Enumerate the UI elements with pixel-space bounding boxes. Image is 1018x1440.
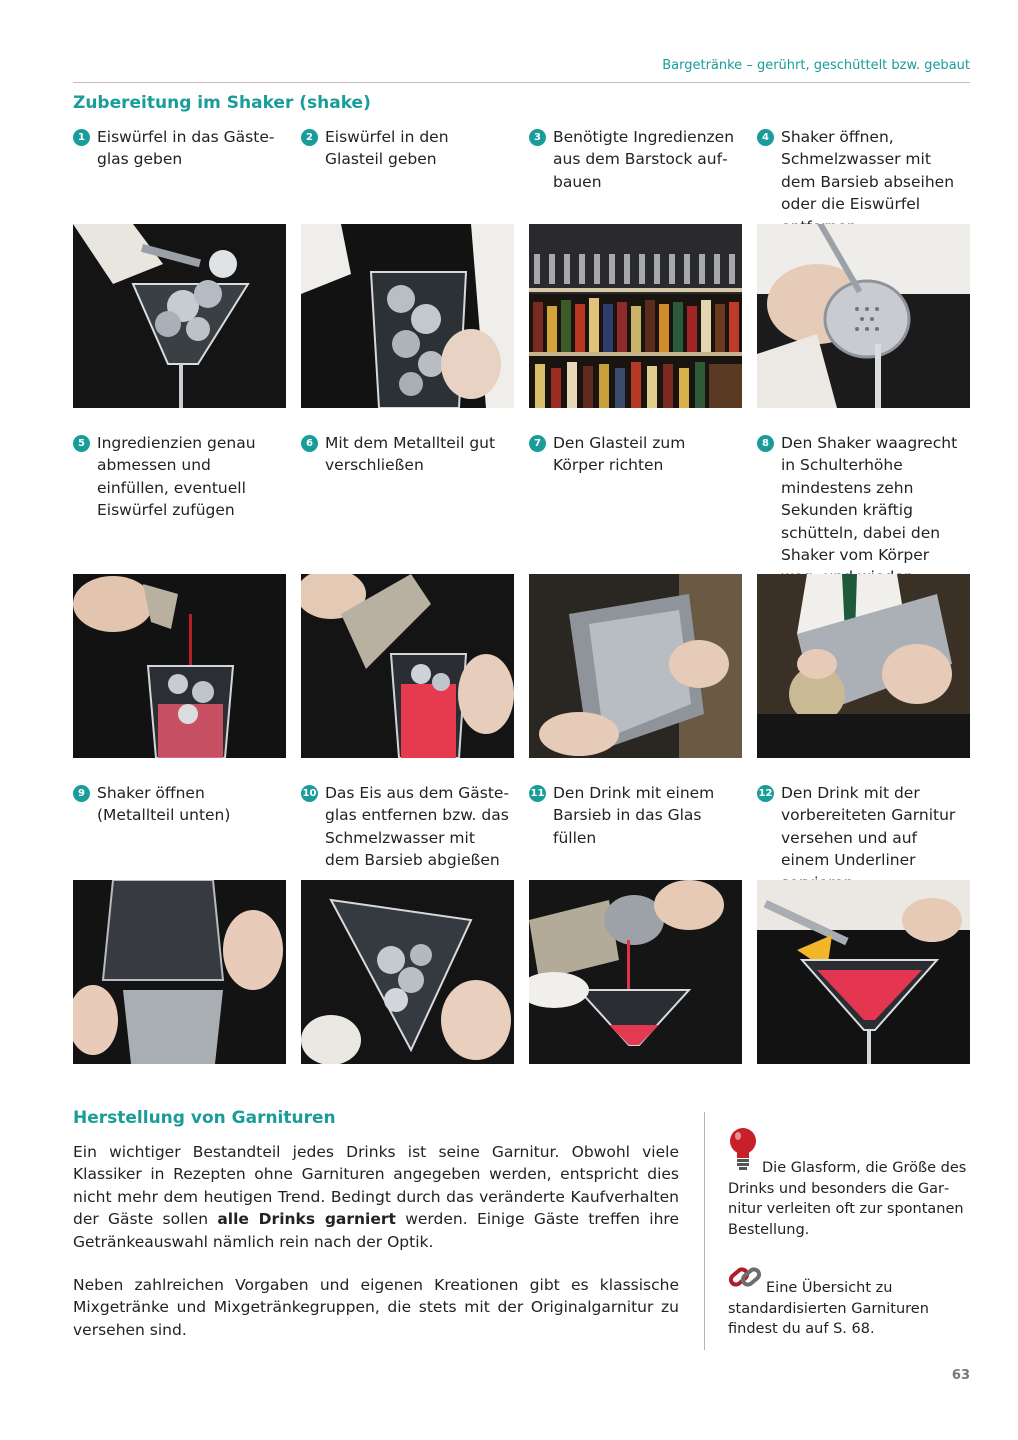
step-2 (301, 126, 511, 171)
step-number-badge: 1 (73, 129, 90, 146)
chain-link-icon (728, 1262, 762, 1299)
step-number-badge: 5 (73, 435, 90, 452)
step-number-badge: 4 (757, 129, 774, 146)
photo-step-7 (529, 574, 742, 758)
photo-step-3 (529, 224, 742, 408)
step-11 (529, 782, 739, 849)
step-text: Den Drink mit einem Barsieb in das Glas füllen (553, 784, 715, 847)
running-head: Bargetränke – gerührt, geschüttelt bzw. gebaut (662, 58, 970, 73)
tip-text: Die Glasform, die Größe des Drinks und besonders die Garnitur verleiten oft zur spontanen Bestellung. (728, 1160, 967, 1238)
step-number-badge: 12 (757, 785, 774, 802)
step-7 (529, 432, 739, 477)
step-text: Shaker öffnen, Schmelzwasser mit dem Barsieb abseihen oder die Eiswürfel (781, 128, 955, 214)
step-text: Shaker öffnen (Metallteil unten) (97, 784, 231, 825)
tip-box (728, 1126, 970, 1240)
step-4 (757, 126, 967, 238)
step-9 (73, 782, 283, 827)
link-text: Eine Übersicht zu standardisierten Garnituren findest du auf S. 68. (728, 1280, 929, 1337)
photo-step-5 (73, 574, 286, 758)
sidebar-divider (704, 1112, 705, 1350)
photo-step-2 (301, 224, 514, 408)
step-number-badge: 3 (529, 129, 546, 146)
step-10 (301, 782, 511, 872)
garnituren-paragraph-2: Neben zahlreichen Vorgaben und eigenen Kreationen gibt es klassische Mixgetränke und Mixgetränkegruppen, die stets mit der Originalgarnitur zu versehen sind. (73, 1276, 679, 1339)
photo-step-4 (757, 224, 970, 408)
step-text: Den Glasteil zum Körper richten (553, 434, 686, 475)
step-text: Den Drink mit der vorbereiteten Garnitur versehen und auf einem Underliner (781, 784, 956, 870)
step-1 (73, 126, 283, 171)
step-text: Mit dem Metallteil gut verschließen (325, 434, 496, 475)
header-divider (73, 82, 970, 83)
photo-step-12 (757, 880, 970, 1064)
photo-step-9 (73, 880, 286, 1064)
step-text: Ingredienzien genau abmessen und einfüllen, eventuell Eiswürfel zufügen (97, 434, 256, 520)
step-3 (529, 126, 739, 193)
step-text: Den Shaker waagrecht in Schulterhöhe mindestens zehn Sekunden kräftig schütteln, dabei den Shaker vom Körper (781, 434, 958, 565)
page-number: 63 (951, 1368, 970, 1383)
emphasis-text: alle Drinks garniert (217, 1210, 396, 1229)
step-text: Das Eis aus dem Gästeglas entfernen bzw. das Schmelzwasser mit dem Barsieb abgießen (325, 784, 510, 870)
step-number-badge: 10 (301, 785, 318, 802)
link-box (728, 1262, 970, 1340)
step-6 (301, 432, 511, 477)
step-text: Eiswürfel in das Gästeglas geben (97, 128, 275, 169)
step-number-badge: 2 (301, 129, 318, 146)
step-text: Eiswürfel in den Glasteil geben (325, 128, 449, 169)
garnituren-paragraph-1 (73, 1141, 679, 1253)
paragraph-text: werden. Einige Gäste treffen ihre Getränkeauswahl nämlich rein nach der Optik. (73, 1210, 679, 1251)
section-title-garnituren: Herstellung von Garnituren (73, 1108, 336, 1128)
step-12 (757, 782, 967, 894)
paragraph-text: Ein wichtiger Bestandteil jedes Drinks ist seine Garnitur. Obwohl viele Klassiker in Rezepten ohne Garnituren angegeben werden, entspricht dies nicht mehr dem heutigen Trend. Bedingt durch das veränderte Kaufverhalten der Gäste sollen (73, 1143, 679, 1229)
section-title-shaker: Zubereitung im Shaker (shake) (73, 93, 371, 113)
lightbulb-icon (728, 1126, 758, 1179)
step-number-badge: 9 (73, 785, 90, 802)
step-number-badge: 7 (529, 435, 546, 452)
step-number-badge: 11 (529, 785, 546, 802)
photo-step-10 (301, 880, 514, 1064)
photo-step-6 (301, 574, 514, 758)
step-number-badge: 8 (757, 435, 774, 452)
step-5 (73, 432, 283, 522)
photo-step-8 (757, 574, 970, 758)
photo-step-1 (73, 224, 286, 408)
step-text: Benötigte Ingredienzen aus dem Barstock aufbauen (553, 128, 735, 191)
photo-step-11 (529, 880, 742, 1064)
step-number-badge: 6 (301, 435, 318, 452)
